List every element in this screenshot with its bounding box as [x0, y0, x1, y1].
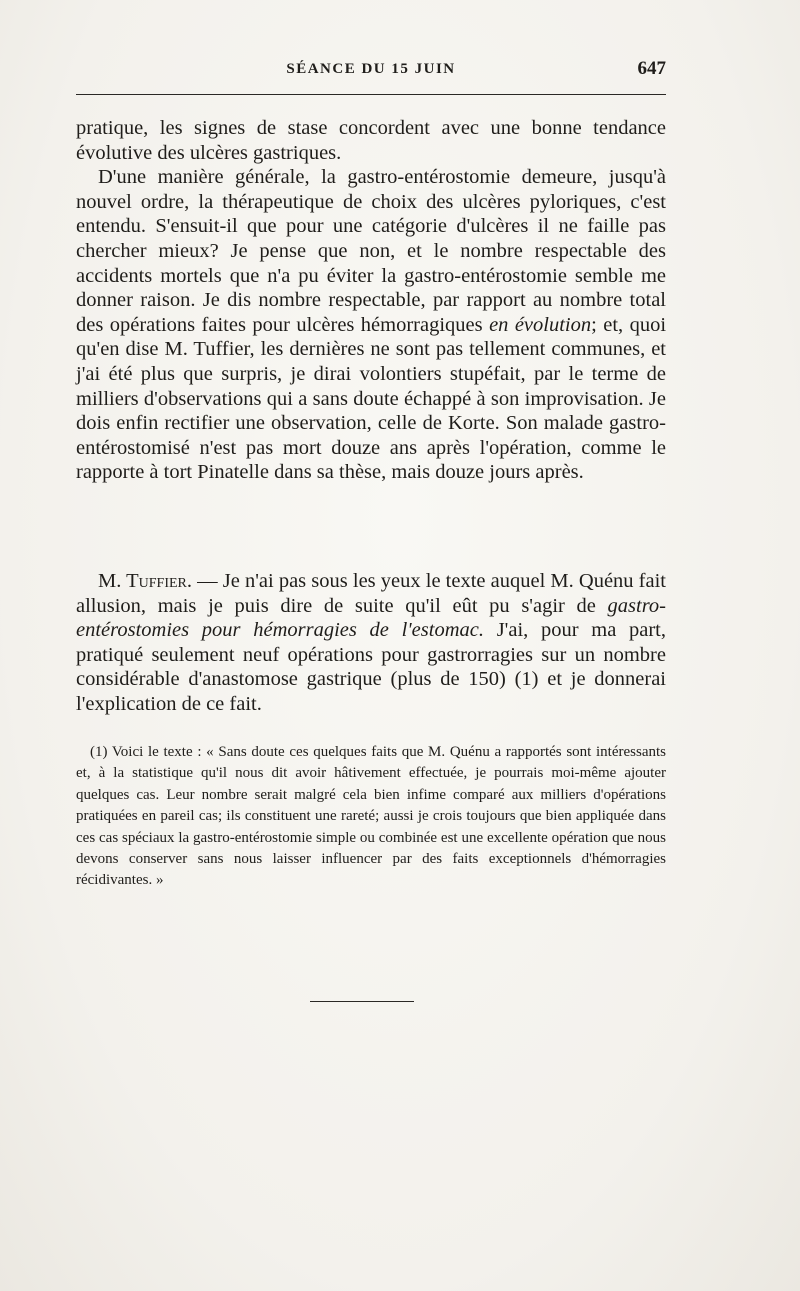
italic-phrase: en évolution: [489, 313, 592, 336]
footnote-1: (1) Voici le texte : « Sans doute ces quelques faits que M. Quénu a rapportés sont intéressants et, à la statistique qu'il nous dit avoir hâtivement effectuée, je pourrais moi-même ajouter quelques cas. Leur nombre serait malgré cela bien infime comparé aux milliers d'opérations pratiquées en pareil cas; ils constituent une rareté; aussi je crois toujours que bien appliquée dans ces cas spéciaux la gastro-entérostomie simple ou combinée est une excellente opération que nous devons conserver sans nous laisser influencer par des faits exceptionnels d'hémorragies récidivantes. »: [76, 744, 666, 889]
paragraph-text-part: D'une manière générale, la gastro-entérostomie demeure, jusqu'à nouvel ordre, la thérapeutique de choix des ulcères pyloriques, c'est entendu. S'ensuit-il que pour une catégorie d'ulcères il ne faille pas chercher mieux? Je pense que non, et le nombre respectable des accidents mortels que n'a pu éviter la gastro-entérostomie semble me donner raison. Je dis nombre respectable, par rapport au nombre total des opérations faites pour ulcères hémorragiques: [76, 166, 666, 336]
paragraph-text-part: ; et, quoi qu'en dise M. Tuffier, les dernières ne sont pas tellement communes, et j'ai été plus que surpris, je dirai volontiers stupéfait, par le terme de milliers d'observations qui a sans doute échappé à son improvisation. Je dois enfin rectifier une observation, celle de Korte. Son malade gastro-entérostomisé n'est pas mort douze ans après l'opération, comme le rapporte à tort Pinatelle dans sa thèse, mais douze jours après.: [76, 313, 667, 484]
paragraph-gastro-enterostomie: [76, 165, 666, 485]
tuffier-block: [76, 569, 666, 717]
running-title: SÉANCE DU 15 JUIN: [286, 61, 456, 77]
paragraph-text-part: J'ai, pour ma part, pratiqué seulement neuf opérations pour gastrorragies sur un nombre considérable d'anastomose gastrique (plus de 150) (1) et je donnerai l'explication de ce fait.: [76, 619, 666, 715]
speaker-name: M. Tuffier.: [98, 570, 192, 592]
italic-title: gastro-entérostomies pour hémorragies de l'estomac.: [76, 594, 666, 642]
page-number: 647: [637, 58, 666, 79]
footnote-block: [76, 742, 666, 892]
running-head: [76, 58, 666, 84]
header-rule: [76, 94, 666, 95]
paragraph-text-part: — Je n'ai pas sous les yeux le texte auquel M. Quénu fait allusion, mais je puis dire de suite qu'il eût pu s'agir de: [76, 570, 666, 617]
main-text-block: [76, 116, 666, 485]
paragraph-continuation: pratique, les signes de stase concordent avec une bonne tendance évolutive des ulcères gastriques.: [76, 117, 666, 164]
paragraph-tuffier: [76, 569, 666, 717]
end-rule: [310, 1001, 414, 1002]
